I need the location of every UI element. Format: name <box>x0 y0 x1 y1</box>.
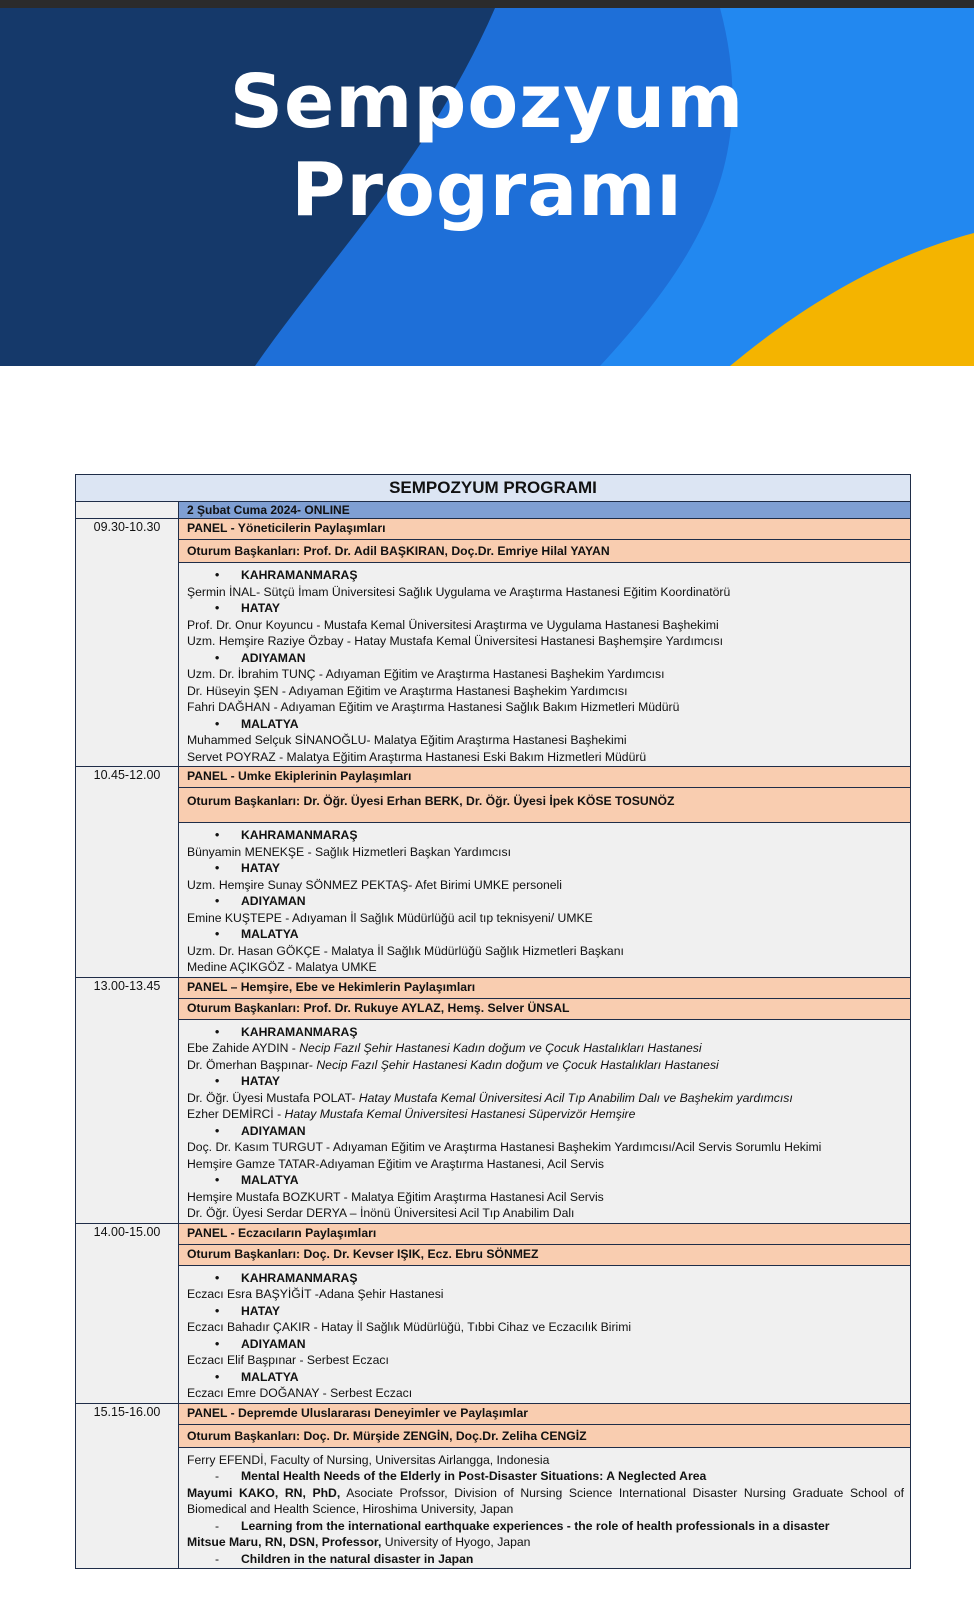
session-time: 13.00-13.45 <box>76 977 179 1223</box>
date-time-blank <box>76 502 179 519</box>
city-heading: • MALATYA <box>215 716 299 731</box>
session-chairs: Oturum Başkanları: Prof. Dr. Adil BAŞKIRAN, Doç.Dr. Emriye Hilal YAYAN <box>179 540 911 563</box>
program-date: 2 Şubat Cuma 2024- ONLINE <box>179 502 911 519</box>
top-bar <box>0 0 974 8</box>
program-table <box>75 474 911 1569</box>
participant-line: Şermin İNAL- Sütçü İmam Üniversitesi Sağlık Uygulama ve Araştırma Hastanesi Eğitim Koordinatörü <box>187 584 731 599</box>
participant-line: Medine AÇIKGÖZ - Malatya UMKE <box>187 960 377 974</box>
city-heading: • KAHRAMANMARAŞ <box>215 1024 358 1039</box>
session-participants <box>179 1265 911 1403</box>
participant-line: Prof. Dr. Onur Koyuncu - Mustafa Kemal Üniversitesi Araştırma ve Uygulama Hastanesi Başhekimi <box>187 617 719 632</box>
banner-title-line2: Programı <box>291 147 683 233</box>
participant-line: Uzm. Dr. Hasan GÖKÇE - Malatya İl Sağlık Müdürlüğü Sağlık Hizmetleri Başkanı <box>187 943 624 958</box>
participant-line: Emine KUŞTEPE - Adıyaman İl Sağlık Müdürlüğü acil tıp teknisyeni/ UMKE <box>187 910 593 925</box>
city-heading: • HATAY <box>215 601 281 615</box>
session-panel-title: PANEL - Umke Ekiplerinin Paylaşımları <box>179 767 911 788</box>
session-chairs: Oturum Başkanları: Doç. Dr. Mürşide ZENGİN, Doç.Dr. Zeliha CENGİZ <box>179 1424 911 1447</box>
participant-line: Dr. Hüseyin ŞEN - Adıyaman Eğitim ve Araştırma Hastanesi Başhekim Yardımcısı <box>187 683 628 698</box>
banner-title <box>0 58 974 234</box>
header-banner <box>0 8 974 366</box>
talk-title: - Learning from the international earthquake experiences - the role of health professionals in a disaster <box>215 1518 830 1533</box>
speaker-line: Ferry EFENDİ, Faculty of Nursing, Universitas Airlangga, Indonesia <box>187 1452 550 1467</box>
session-participants <box>179 1019 911 1223</box>
banner-title-line1: Sempozyum <box>229 59 745 145</box>
session-speakers <box>179 1447 911 1569</box>
city-heading: • ADIYAMAN <box>215 1123 306 1138</box>
program-table-title: SEMPOZYUM PROGRAMI <box>76 475 911 502</box>
city-heading: • HATAY <box>215 861 281 875</box>
session-participants <box>179 823 911 978</box>
participant-line: Hemşire Gamze TATAR-Adıyaman Eğitim ve Araştırma Hastanesi, Acil Servis <box>187 1156 604 1171</box>
city-heading: • ADIYAMAN <box>215 650 306 665</box>
session-panel-title: PANEL - Yöneticilerin Paylaşımları <box>179 519 911 540</box>
session-time: 10.45-12.00 <box>76 767 179 978</box>
participant-line: Bünyamin MENEKŞE - Sağlık Hizmetleri Başkan Yardımcısı <box>187 844 511 859</box>
city-heading: • KAHRAMANMARAŞ <box>215 828 358 842</box>
city-heading: • HATAY <box>215 1074 281 1088</box>
session-chairs: Oturum Başkanları: Prof. Dr. Rukuye AYLAZ, Hemş. Selver ÜNSAL <box>179 998 911 1019</box>
participant-line: Fahri DAĞHAN - Adıyaman Eğitim ve Araştırma Hastanesi Sağlık Bakım Hizmetleri Müdürü <box>187 700 680 714</box>
participant-line: Eczacı Elif Başpınar - Serbest Eczacı <box>187 1353 389 1367</box>
city-heading: • ADIYAMAN <box>215 894 306 908</box>
city-heading: • KAHRAMANMARAŞ <box>215 568 358 582</box>
participant-line: Eczacı Emre DOĞANAY - Serbest Eczacı <box>187 1386 413 1400</box>
participant-line: Dr. Ömerhan Başpınar- Necip Fazıl Şehir Hastanesi Kadın doğum ve Çocuk Hastalıkları Hastanesi <box>187 1057 719 1072</box>
participant-line: Eczacı Bahadır ÇAKIR - Hatay İl Sağlık Müdürlüğü, Tıbbi Cihaz ve Eczacılık Birimi <box>187 1320 632 1334</box>
session-chairs: Oturum Başkanları: Dr. Öğr. Üyesi Erhan BERK, Dr. Öğr. Üyesi İpek KÖSE TOSUNÖZ <box>179 788 911 823</box>
session-panel-title: PANEL - Depremde Uluslararası Deneyimler ve Paylaşımlar <box>179 1403 911 1424</box>
session-panel-title: PANEL – Hemşire, Ebe ve Hekimlerin Paylaşımları <box>179 977 911 998</box>
city-heading: • MALATYA <box>215 927 299 941</box>
session-time: 09.30-10.30 <box>76 519 179 767</box>
participant-line: Dr. Öğr. Üyesi Mustafa POLAT- Hatay Mustafa Kemal Üniversitesi Acil Tıp Anabilim Dalı ve Başhekim yardımcısı <box>187 1090 793 1105</box>
participant-line: Ezher DEMİRCİ - Hatay Mustafa Kemal Üniversitesi Hastanesi Süpervizör Hemşire <box>187 1107 636 1121</box>
session-participants <box>179 563 911 767</box>
session-time: 15.15-16.00 <box>76 1403 179 1569</box>
session-panel-title: PANEL - Eczacıların Paylaşımları <box>179 1223 911 1244</box>
participant-line: Ebe Zahide AYDIN - Necip Fazıl Şehir Hastanesi Kadın doğum ve Çocuk Hastalıkları Hastanesi <box>187 1041 702 1055</box>
participant-line: Hemşire Mustafa BOZKURT - Malatya Eğitim Araştırma Hastanesi Acil Servis <box>187 1189 604 1204</box>
talk-title: - Children in the natural disaster in Japan <box>215 1551 474 1566</box>
speaker-line: Mitsue Maru, RN, DSN, Professor, University of Hyogo, Japan <box>187 1535 531 1549</box>
talk-title: - Mental Health Needs of the Elderly in Post-Disaster Situations: A Neglected Area <box>215 1469 707 1483</box>
participant-line: Doç. Dr. Kasım TURGUT - Adıyaman Eğitim ve Araştırma Hastanesi Başhekim Yardımcısı/Acil Servis Sorumlu Hekimi <box>187 1140 822 1154</box>
city-heading: • KAHRAMANMARAŞ <box>215 1270 358 1285</box>
session-chairs: Oturum Başkanları: Doç. Dr. Kevser IŞIK, Ecz. Ebru SÖNMEZ <box>179 1244 911 1265</box>
participant-line: Eczacı Esra BAŞYİĞİT -Adana Şehir Hastanesi <box>187 1287 444 1301</box>
city-heading: • MALATYA <box>215 1369 299 1384</box>
participant-line: Uzm. Hemşire Raziye Özbay - Hatay Mustafa Kemal Üniversitesi Hastanesi Başhemşire Yardımcısı <box>187 634 723 648</box>
speaker-line: Mayumi KAKO, RN, PhD, Asociate Profssor, Division of Nursing Science International Disaster Nursing Graduate School of Biomedical and Health Science, Hiroshima University, Japan <box>187 1485 904 1516</box>
participant-line: Muhammed Selçuk SİNANOĞLU- Malatya Eğitim Araştırma Hastanesi Başhekimi <box>187 733 627 747</box>
participant-line: Dr. Öğr. Üyesi Serdar DERYA – İnönü Üniversitesi Acil Tıp Anabilim Dalı <box>187 1206 575 1220</box>
city-heading: • HATAY <box>215 1303 281 1318</box>
participant-line: Uzm. Dr. İbrahim TUNÇ - Adıyaman Eğitim ve Araştırma Hastanesi Başhekim Yardımcısı <box>187 667 665 681</box>
participant-line: Uzm. Hemşire Sunay SÖNMEZ PEKTAŞ- Afet Birimi UMKE personeli <box>187 877 562 892</box>
city-heading: • ADIYAMAN <box>215 1336 306 1351</box>
session-time: 14.00-15.00 <box>76 1223 179 1403</box>
participant-line: Servet POYRAZ - Malatya Eğitim Araştırma Hastanesi Eski Bakım Hizmetleri Müdürü <box>187 749 647 764</box>
city-heading: • MALATYA <box>215 1173 299 1187</box>
